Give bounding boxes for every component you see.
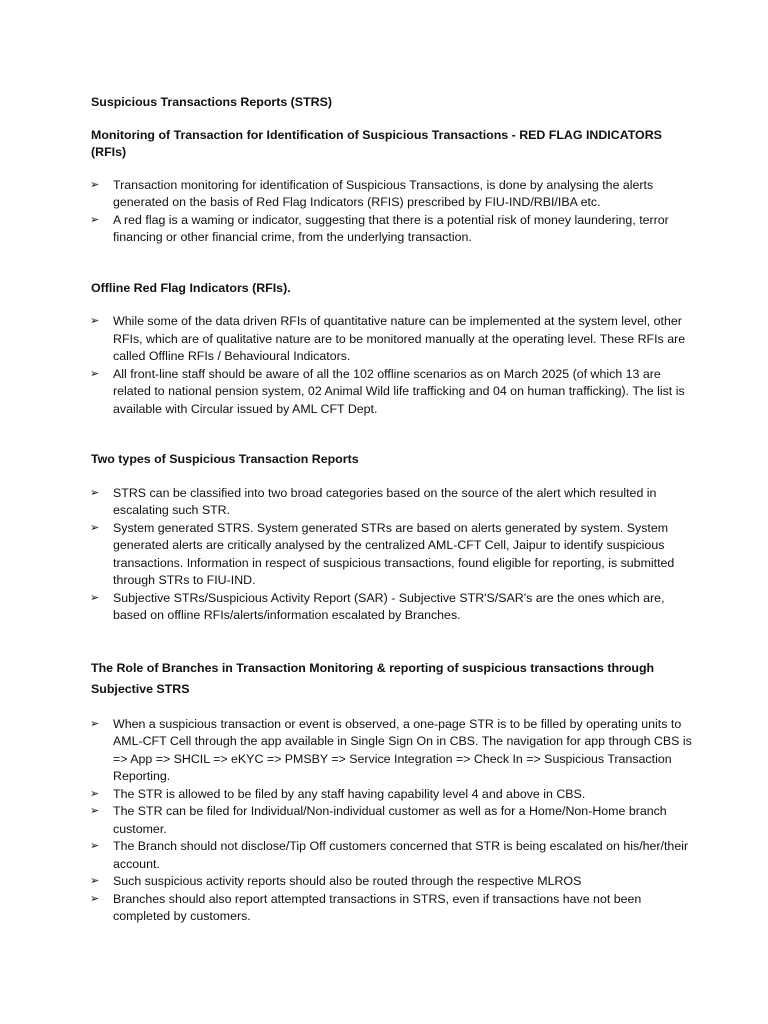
arrow-bullet-icon: ➢: [90, 805, 100, 817]
list-item: [91, 485, 696, 520]
arrow-bullet-icon: ➢: [90, 213, 100, 226]
list-item-text: All front-line staff should be aware of all the 102 offline scenarios as on March 2025 (of which 13 are related to national pension system, 02 Animal Wild life trafficking and 04 on human trafficking). The list is available with Circular issued by AML CFT Dept.: [113, 366, 685, 416]
list-item: [91, 590, 696, 625]
arrow-bullet-icon: ➢: [90, 521, 100, 534]
list-item-text: System generated STRS. System generated STRs are based on alerts generated by system. System generated alerts are critically analysed by the centralized AML-CFT Cell, Jaipur to identify suspicious transactions. Information in respect of suspicious transactions, found eligible for reporting, is submitted through STRs to FIU-IND.: [113, 520, 675, 587]
list-item-text: Subjective STRs/Suspicious Activity Report (SAR) - Subjective STR'S/SAR's are the ones which are, based on offline RFIs/alerts/information escalated by Branches.: [113, 590, 665, 622]
list-item: [91, 366, 696, 419]
branch-role-list: [91, 716, 696, 926]
list-item-text: STRS can be classified into two broad categories based on the source of the alert which resulted in escalating such STR.: [113, 485, 657, 517]
arrow-bullet-icon: ➢: [90, 717, 100, 730]
arrow-bullet-icon: ➢: [90, 178, 100, 191]
arrow-bullet-icon: ➢: [90, 892, 100, 905]
list-item-text: A red flag is a waming or indicator, suggesting that there is a potential risk of money laundering, terror financing or other financial crime, from the underlying transaction.: [113, 212, 669, 244]
section-heading-two-types: Two types of Suspicious Transaction Reports: [91, 452, 359, 466]
list-item-text: While some of the data driven RFIs of quantitative nature can be implemented at the system level, other RFIs, which are of qualitative nature are to be monitored manually at the operating level. These RFIs are called Offline RFIs / Behavioural Indicators.: [113, 314, 686, 363]
list-item: [91, 520, 696, 590]
list-item: [91, 873, 696, 891]
red-flag-list: [91, 177, 696, 247]
section-heading-offline-rfis: Offline Red Flag Indicators (RFIs).: [91, 280, 291, 295]
arrow-bullet-icon: ➢: [90, 486, 100, 499]
list-item-text: The STR can be filed for Individual/Non-individual customer as well as for a Home/Non-Home branch customer.: [113, 804, 667, 836]
arrow-bullet-icon: ➢: [90, 591, 100, 604]
list-item: [91, 177, 696, 212]
arrow-bullet-icon: ➢: [90, 875, 100, 887]
arrow-bullet-icon: ➢: [90, 315, 100, 327]
section-heading-role-of-branches: The Role of Branches in Transaction Monitoring & reporting of suspicious transactions through Subjective STRS: [91, 660, 655, 696]
arrow-bullet-icon: ➢: [90, 787, 100, 800]
list-item-text: When a suspicious transaction or event is observed, a one-page STR is to be filled by operating units to AML-CFT Cell through the app available in Single Sign On in CBS. The navigation for app through CBS is => App => SHCIL => eKYC => PMSBY => Service Integration => Check In => Suspicious Transaction Reporting.: [113, 716, 692, 783]
list-item: [91, 212, 696, 247]
list-item: [91, 786, 696, 804]
str-types-list: [91, 485, 696, 625]
section-heading-strs: Suspicious Transactions Reports (STRS): [91, 95, 332, 109]
list-item: [91, 891, 696, 926]
list-item-text: Such suspicious activity reports should also be routed through the respective MLROS: [113, 874, 582, 888]
list-item: [91, 838, 696, 873]
arrow-bullet-icon: ➢: [90, 840, 100, 852]
offline-rfi-list: [91, 313, 696, 418]
list-item-text: Branches should also report attempted transactions in STRS, even if transactions have not been completed by customers.: [113, 891, 642, 923]
arrow-bullet-icon: ➢: [90, 367, 100, 380]
section-heading-red-flag-indicators: Monitoring of Transaction for Identification of Suspicious Transactions - RED FLAG INDICATORS (RFIs): [91, 127, 662, 159]
list-item: [91, 313, 696, 366]
list-item: [91, 716, 696, 786]
list-item: [91, 803, 696, 838]
list-item-text: The Branch should not disclose/Tip Off customers concerned that STR is being escalated on his/her/their account.: [113, 839, 689, 871]
list-item-text: The STR is allowed to be filed by any staff having capability level 4 and above in CBS.: [113, 786, 586, 801]
list-item-text: Transaction monitoring for identification of Suspicious Transactions, is done by analysing the alerts generated on the basis of Red Flag Indicators (RFIS) prescribed by FIU-IND/RBI/IBA etc.: [113, 177, 654, 209]
